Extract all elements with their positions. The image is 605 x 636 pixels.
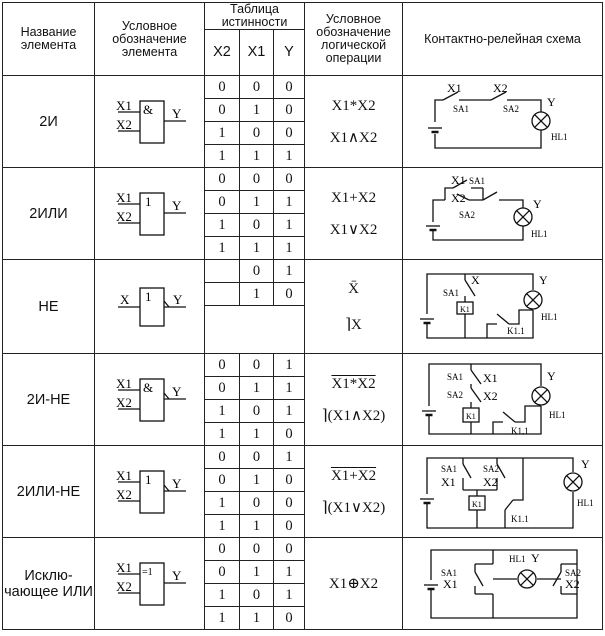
truth-cell: 0 bbox=[240, 260, 274, 283]
truth-cell: 1 bbox=[240, 237, 274, 260]
operation-formula: X1+X2 bbox=[330, 467, 377, 484]
gate-and-label: & bbox=[142, 101, 153, 117]
svg-text:Y: Y bbox=[538, 272, 548, 287]
truth-cell: 1 bbox=[240, 607, 274, 630]
svg-text:Y: Y bbox=[172, 291, 182, 307]
svg-text:HL1: HL1 bbox=[540, 311, 558, 322]
truth-cell: 1 bbox=[274, 561, 305, 584]
scheme-2and bbox=[403, 76, 603, 168]
svg-text:SA1: SA1 bbox=[452, 103, 469, 114]
truth-cell: 1 bbox=[240, 469, 274, 492]
svg-text:X2: X2 bbox=[492, 81, 508, 95]
svg-text:K1: K1 bbox=[459, 304, 470, 314]
svg-text:K1.1: K1.1 bbox=[510, 513, 529, 524]
header-name: Название элемента bbox=[3, 3, 95, 76]
truth-cell: 1 bbox=[240, 377, 274, 400]
input-x1-label: X1 bbox=[115, 97, 132, 113]
operation-cell bbox=[305, 168, 403, 260]
svg-text:X2: X2 bbox=[115, 208, 132, 224]
truth-cell: 0 bbox=[274, 99, 305, 122]
truth-cell: 1 bbox=[205, 145, 240, 168]
svg-text:HL1: HL1 bbox=[548, 409, 566, 420]
operation-formula: X1+X2 bbox=[330, 189, 377, 206]
truth-cell: 1 bbox=[274, 584, 305, 607]
svg-text:K1: K1 bbox=[465, 411, 476, 421]
truth-cell: 0 bbox=[240, 168, 274, 191]
element-name: 2И-НЕ bbox=[3, 354, 95, 446]
truth-cell: 1 bbox=[205, 423, 240, 446]
element-name: НЕ bbox=[3, 260, 95, 354]
header-y: Y bbox=[274, 30, 305, 76]
input-x2-label: X2 bbox=[115, 116, 132, 132]
truth-cell: 0 bbox=[274, 469, 305, 492]
svg-text:Y: Y bbox=[171, 383, 181, 399]
symbol-nor bbox=[95, 446, 205, 538]
svg-text:X1: X1 bbox=[450, 173, 466, 187]
truth-cell: 0 bbox=[240, 214, 274, 237]
svg-text:K1.1: K1.1 bbox=[510, 425, 529, 436]
svg-text:X1: X1 bbox=[440, 474, 456, 489]
svg-text:Y: Y bbox=[580, 456, 590, 471]
svg-text:X: X bbox=[470, 272, 480, 287]
svg-text:HL1: HL1 bbox=[550, 131, 568, 142]
truth-cell: 0 bbox=[240, 538, 274, 561]
header-symbol: Условное обозначение элемента bbox=[95, 3, 205, 76]
scheme-nor bbox=[403, 446, 603, 538]
truth-cell: 1 bbox=[205, 492, 240, 515]
truth-cell: 1 bbox=[205, 607, 240, 630]
svg-text:X1: X1 bbox=[115, 467, 132, 483]
truth-cell: 0 bbox=[205, 76, 240, 99]
svg-text:HL1: HL1 bbox=[530, 228, 548, 239]
truth-cell: 0 bbox=[240, 446, 274, 469]
element-name: 2ИЛИ-НЕ bbox=[3, 446, 95, 538]
svg-text:SA2: SA2 bbox=[502, 103, 519, 114]
svg-text:X1: X1 bbox=[442, 576, 458, 591]
svg-text:HL1: HL1 bbox=[508, 553, 526, 564]
svg-text:X1: X1 bbox=[115, 559, 132, 575]
truth-cell: 0 bbox=[205, 377, 240, 400]
truth-cell: 0 bbox=[205, 538, 240, 561]
truth-cell: 0 bbox=[274, 607, 305, 630]
svg-text:1: 1 bbox=[144, 288, 151, 304]
truth-cell: 1 bbox=[274, 191, 305, 214]
output-y-label: Y bbox=[171, 105, 181, 121]
svg-text:X1: X1 bbox=[115, 375, 132, 391]
svg-text:SA1: SA1 bbox=[468, 175, 485, 186]
operation-cell bbox=[305, 76, 403, 168]
operation-formula: X1⊕X2 bbox=[328, 575, 379, 592]
svg-text:X2: X2 bbox=[482, 388, 498, 403]
svg-text:X2: X2 bbox=[115, 394, 132, 410]
svg-text:SA1: SA1 bbox=[442, 287, 459, 298]
scheme-2or bbox=[403, 168, 603, 260]
truth-cell bbox=[205, 283, 240, 306]
svg-text:X2: X2 bbox=[564, 576, 580, 591]
logic-elements-table bbox=[2, 2, 603, 630]
truth-cell: 1 bbox=[274, 377, 305, 400]
truth-cell: 0 bbox=[240, 492, 274, 515]
truth-cell: 1 bbox=[205, 515, 240, 538]
svg-text:X1: X1 bbox=[446, 81, 462, 95]
svg-text:SA1: SA1 bbox=[440, 567, 457, 578]
svg-text:K1.1: K1.1 bbox=[506, 325, 525, 336]
symbol-xor bbox=[95, 538, 205, 630]
svg-text:X1: X1 bbox=[482, 370, 498, 385]
symbol-and bbox=[95, 76, 205, 168]
symbol-or bbox=[95, 168, 205, 260]
header-scheme: Контактно-релейная схема bbox=[403, 3, 603, 76]
truth-cell: 0 bbox=[274, 515, 305, 538]
operation-formula: X1∨X2 bbox=[329, 221, 378, 238]
svg-text:Y: Y bbox=[171, 567, 181, 583]
operation-formula: X1*X2 bbox=[331, 97, 376, 114]
svg-text:SA2: SA2 bbox=[446, 389, 463, 400]
truth-cell: 0 bbox=[205, 469, 240, 492]
truth-cell: 1 bbox=[240, 145, 274, 168]
symbol-nand bbox=[95, 354, 205, 446]
truth-cell: 0 bbox=[240, 400, 274, 423]
truth-cell: 0 bbox=[274, 492, 305, 515]
truth-cell: 1 bbox=[274, 446, 305, 469]
svg-text:Y: Y bbox=[171, 197, 181, 213]
truth-cell: 1 bbox=[205, 122, 240, 145]
truth-cell: 0 bbox=[274, 76, 305, 99]
svg-text:Y: Y bbox=[171, 475, 181, 491]
svg-text:HL1: HL1 bbox=[576, 497, 593, 508]
svg-text:Y: Y bbox=[546, 368, 556, 383]
svg-text:Y: Y bbox=[532, 196, 542, 211]
svg-text:SA2: SA2 bbox=[564, 567, 581, 578]
operation-formula: ⌉(X1∨X2) bbox=[321, 499, 386, 516]
scheme-nand bbox=[403, 354, 603, 446]
truth-cell: 1 bbox=[205, 584, 240, 607]
operation-formula: X̄ bbox=[348, 280, 359, 297]
operation-formula: X1∧X2 bbox=[329, 129, 378, 146]
truth-cell: 1 bbox=[205, 214, 240, 237]
operation-cell bbox=[305, 260, 403, 354]
header-x1: X1 bbox=[240, 30, 274, 76]
operation-formula: ⌉(X1∧X2) bbox=[321, 407, 386, 424]
truth-cell: 1 bbox=[240, 423, 274, 446]
svg-text:SA2: SA2 bbox=[458, 209, 475, 220]
svg-text:1: 1 bbox=[144, 471, 151, 487]
svg-text:Y: Y bbox=[530, 550, 540, 565]
operation-cell bbox=[305, 538, 403, 630]
operation-cell bbox=[305, 446, 403, 538]
svg-text:X2: X2 bbox=[450, 190, 466, 205]
truth-cell: 0 bbox=[240, 354, 274, 377]
header-x2: X2 bbox=[205, 30, 240, 76]
truth-cell: 0 bbox=[274, 122, 305, 145]
header-truth-table: Таблица истинности bbox=[205, 3, 305, 30]
svg-text:X2: X2 bbox=[115, 486, 132, 502]
svg-text:=1: =1 bbox=[141, 566, 153, 578]
svg-text:X: X bbox=[119, 291, 129, 307]
operation-formula: X1*X2 bbox=[331, 375, 376, 392]
svg-text:Y: Y bbox=[546, 94, 556, 109]
operation-cell bbox=[305, 354, 403, 446]
svg-text:X2: X2 bbox=[482, 474, 498, 489]
truth-cell: 1 bbox=[274, 214, 305, 237]
truth-cell: 0 bbox=[240, 122, 274, 145]
truth-cell: 1 bbox=[240, 515, 274, 538]
element-name: 2ИЛИ bbox=[3, 168, 95, 260]
scheme-not bbox=[403, 260, 603, 354]
truth-cell: 1 bbox=[274, 354, 305, 377]
truth-cell: 1 bbox=[240, 561, 274, 584]
truth-cell: 0 bbox=[205, 354, 240, 377]
svg-text:X1: X1 bbox=[115, 189, 132, 205]
truth-cell: 1 bbox=[274, 237, 305, 260]
svg-text:SA1: SA1 bbox=[446, 371, 463, 382]
truth-cell: 1 bbox=[205, 237, 240, 260]
truth-cell: 1 bbox=[205, 400, 240, 423]
element-name: 2И bbox=[3, 76, 95, 168]
truth-cell: 0 bbox=[205, 99, 240, 122]
truth-cell: 0 bbox=[205, 446, 240, 469]
truth-empty-cell bbox=[205, 306, 305, 354]
svg-text:1: 1 bbox=[144, 193, 151, 209]
truth-cell: 1 bbox=[240, 99, 274, 122]
svg-text:SA2: SA2 bbox=[482, 463, 499, 474]
truth-cell: 0 bbox=[205, 168, 240, 191]
truth-cell: 0 bbox=[205, 191, 240, 214]
svg-text:SA1: SA1 bbox=[440, 463, 457, 474]
truth-cell: 1 bbox=[274, 145, 305, 168]
truth-cell: 0 bbox=[240, 584, 274, 607]
svg-text:&: & bbox=[142, 379, 153, 395]
truth-cell: 0 bbox=[274, 168, 305, 191]
svg-text:K1: K1 bbox=[471, 499, 482, 509]
svg-text:X2: X2 bbox=[115, 578, 132, 594]
symbol-not bbox=[95, 260, 205, 354]
truth-cell: 0 bbox=[240, 76, 274, 99]
truth-cell: 0 bbox=[274, 423, 305, 446]
truth-cell bbox=[205, 260, 240, 283]
truth-cell: 1 bbox=[274, 400, 305, 423]
truth-cell: 1 bbox=[240, 283, 274, 306]
truth-cell: 1 bbox=[240, 191, 274, 214]
header-operation: Условное обозначение логической операции bbox=[305, 3, 403, 76]
truth-cell: 0 bbox=[274, 283, 305, 306]
scheme-xor bbox=[403, 538, 603, 630]
element-name: Исклю-чающее ИЛИ bbox=[3, 538, 95, 630]
truth-cell: 0 bbox=[274, 538, 305, 561]
operation-formula: ⌉X bbox=[345, 316, 362, 333]
truth-cell: 0 bbox=[205, 561, 240, 584]
truth-cell: 1 bbox=[274, 260, 305, 283]
